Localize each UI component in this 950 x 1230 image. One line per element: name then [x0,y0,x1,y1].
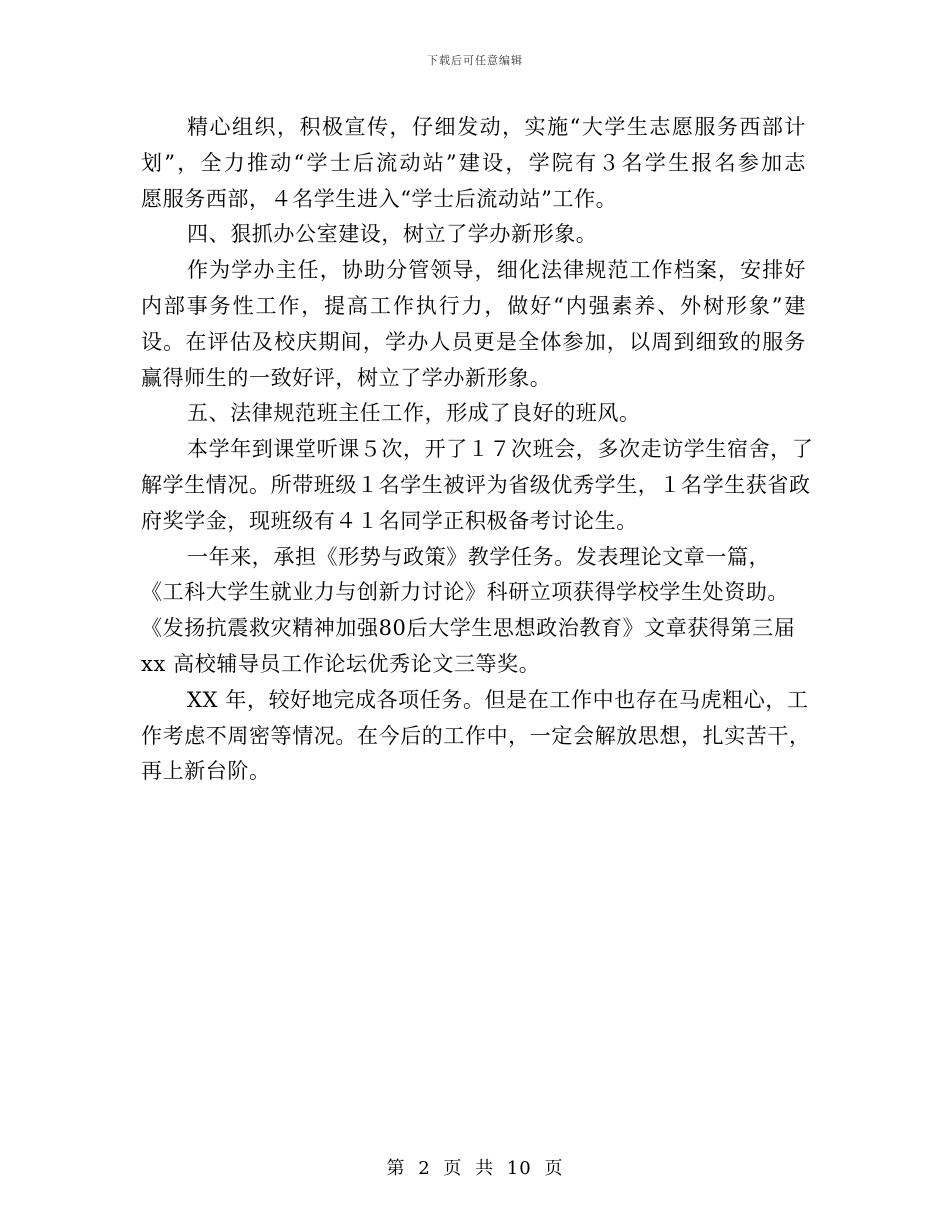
body-line: 赢得师生的一致好评，树立了学办新形象。 [141,365,552,390]
body-line: 《工科大学生就业力与创新力讨论》科研立项获得学校学生处资助。 [141,580,789,605]
page-footer: 第 2 页 共 10 页 [386,1158,564,1179]
section-heading: 五、法律规范班主任工作，形成了良好的班风。 [187,401,641,426]
body-line: xx 高校辅导员工作论坛优秀论文三等奖。 [141,651,541,676]
body-line: XX 年，较好地完成各项任务。但是在工作中也存在马虎粗心，工 [187,687,809,712]
body-line: 划”，全力推动“学士后流动站”建设，学院有３名学生报名参加志 [141,150,806,175]
page-header: 下载后可任意编辑 [427,54,523,67]
body-line: 作考虑不周密等情况。在今后的工作中，一定会解放思想，扎实苦干， [141,723,811,748]
body-line: 解学生情况。所带班级１名学生被评为省级优秀学生，１名学生获省政 [141,472,811,497]
body-line: 府奖学金，现班级有４１名同学正积极备考讨论生。 [141,508,638,533]
body-line: 本学年到课堂听课５次，开了１７次班会，多次走访学生宿舍，了 [187,437,814,462]
document-body [141,110,814,790]
body-line: 《发扬抗震救灾精神加强80后大学生思想政治教育》文章获得第三届 [141,616,796,641]
body-line: 设。在评估及校庆期间，学办人员更是全体参加，以周到细致的服务 [141,329,806,354]
body-line: 愿服务西部，４名学生进入“学士后流动站”工作。 [141,186,618,211]
body-line: 作为学办主任，协助分管领导，细化法律规范工作档案，安排好 [187,258,806,283]
body-line: 精心组织，积极宣传，仔细发动，实施“大学生志愿服务西部计 [187,115,806,139]
body-line: 一年来，承担《形势与政策》教学任务。发表理论文章一篇， [187,544,771,569]
body-line: 内部事务性工作，提高工作执行力，做好“内强素养、外树形象”建 [141,293,806,318]
body-line: 再上新台阶。 [141,759,271,784]
section-heading: 四、狠抓办公室建设，树立了学办新形象。 [187,222,598,247]
